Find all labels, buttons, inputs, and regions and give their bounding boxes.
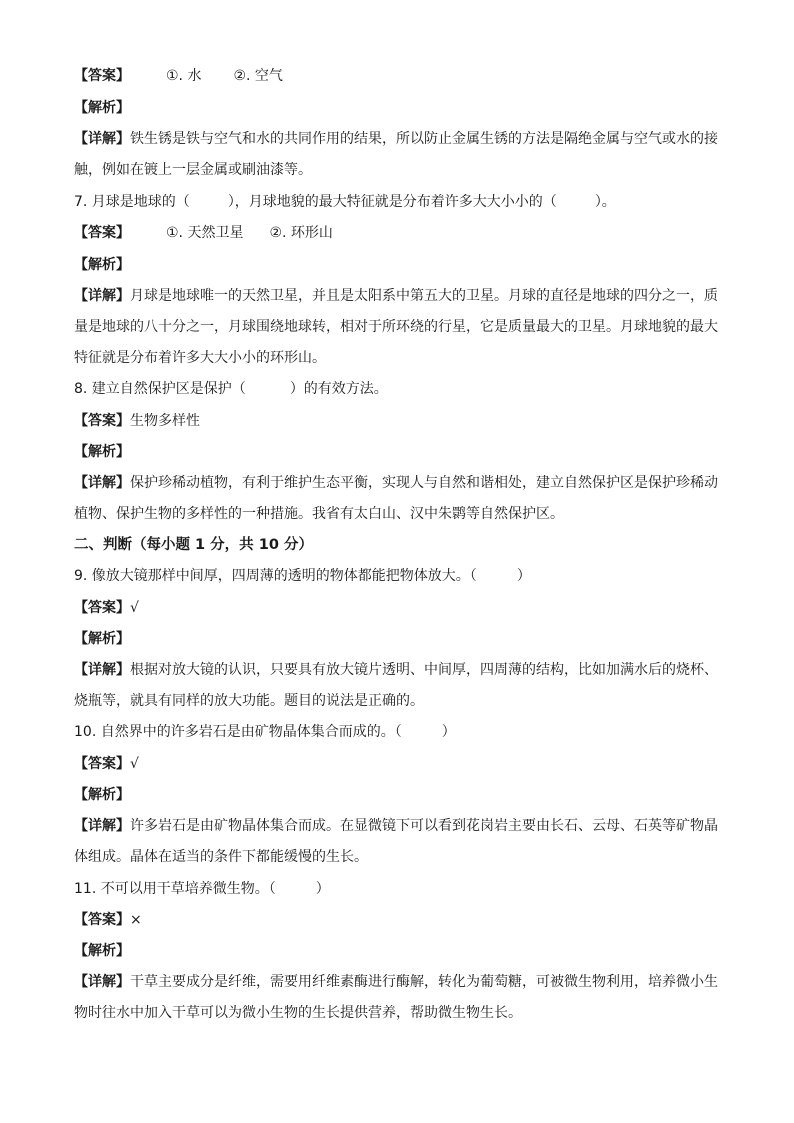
q10-stem: [74, 722, 722, 742]
q7-answer-1: ①. 天然卫星: [166, 225, 244, 241]
q9-detail-line-2: [74, 691, 722, 711]
q9-detail-line-1: [74, 660, 722, 680]
q10-answer: √: [130, 756, 139, 772]
q10-analysis-line: [74, 785, 722, 805]
section-title-judgement: 二、判断（每小题 1 分，共 10 分）: [74, 537, 313, 553]
q6-detail-text-2: 触，例如在镀上一层金属或刷油漆等。: [74, 162, 312, 178]
q7-answer-line: [74, 223, 722, 243]
q8-answer: 生物多样性: [130, 413, 200, 429]
q9-detail-text-2: 烧瓶等，就具有同样的放大功能。题目的说法是正确的。: [74, 693, 424, 709]
q7-detail-text-2: 量是地球的八十分之一，月球围绕地球转，相对于所环绕的行星，它是质量最大的卫星。月球地貌的最大: [74, 319, 718, 335]
q11-stem: [74, 879, 722, 899]
detail-tag: 【详解】: [74, 288, 130, 304]
q8-stem-b: ）的有效方法。: [289, 381, 388, 397]
q11-answer: ×: [130, 912, 142, 928]
q8-detail-line-1: [74, 473, 722, 493]
analysis-tag: 【解析】: [74, 444, 130, 460]
analysis-tag: 【解析】: [74, 100, 130, 116]
q11-detail-text-1: 干草主要成分是纤维，需要用纤维素酶进行酶解，转化为葡萄糖，可被微生物利用，培养微小生: [130, 974, 718, 990]
q9-answer-line: [74, 598, 722, 618]
q11-detail-line-2: [74, 1003, 722, 1023]
q10-detail-text-1: 许多岩石是由矿物晶体集合而成。在显微镜下可以看到花岗岩主要由长石、云母、石英等矿物晶: [130, 818, 718, 834]
q7-detail-line-2: [74, 317, 722, 337]
q8-stem: [74, 379, 722, 399]
answer-tag: 【答案】: [74, 68, 130, 84]
q6-answer-1: ①. 水: [166, 68, 202, 84]
q11-answer-line: [74, 910, 722, 930]
q9-analysis-line: [74, 629, 722, 649]
q7-stem: [74, 192, 722, 212]
q7-stem-b: ），月球地貌的最大特征就是分布着许多大大小小的（: [227, 194, 557, 210]
answer-tag: 【答案】: [74, 225, 130, 241]
q7-detail-text-1: 月球是地球唯一的天然卫星，并且是太阳系中第五大的卫星。月球的直径是地球的四分之一，质: [130, 288, 718, 304]
q8-detail-text-2: 植物、保护生物的多样性的一种措施。我省有太白山、汉中朱鹮等自然保护区。: [74, 506, 564, 522]
detail-tag: 【详解】: [74, 131, 130, 147]
q10-detail-line-2: [74, 847, 722, 867]
detail-tag: 【详解】: [74, 818, 130, 834]
q11-analysis-line: [74, 941, 722, 961]
q10-answer-line: [74, 754, 722, 774]
q7-analysis-line: [74, 255, 722, 275]
analysis-tag: 【解析】: [74, 257, 130, 273]
q8-detail-line-2: [74, 504, 722, 524]
detail-tag: 【详解】: [74, 475, 130, 491]
answer-tag: 【答案】: [74, 756, 130, 772]
q11-detail-line-1: [74, 972, 722, 992]
q8-analysis-line: [74, 442, 722, 462]
q9-stem-a: 9. 像放大镜那样中间厚，四周薄的透明的物体都能把物体放大。（: [74, 568, 477, 584]
q11-stem-b: ）: [315, 881, 330, 897]
q6-detail-line-1: [74, 129, 722, 149]
q7-detail-line-3: [74, 348, 722, 368]
q7-answer-2: ②. 环形山: [269, 225, 333, 241]
detail-tag: 【详解】: [74, 974, 130, 990]
q8-stem-a: 8. 建立自然保护区是保护（: [74, 381, 246, 397]
q10-stem-a: 10. 自然界中的许多岩石是由矿物晶体集合而成的。（: [74, 724, 402, 740]
answer-tag: 【答案】: [74, 413, 130, 429]
q9-answer: √: [130, 600, 139, 616]
answer-tag: 【答案】: [74, 912, 130, 928]
q9-stem: [74, 566, 722, 586]
q9-stem-b: ）: [516, 568, 531, 584]
detail-tag: 【详解】: [74, 662, 130, 678]
q7-stem-a: 7. 月球是地球的（: [74, 194, 190, 210]
q7-stem-c: ）。: [594, 194, 616, 210]
q6-answer-2: ②. 空气: [233, 68, 283, 84]
q8-answer-line: [74, 411, 722, 431]
q11-detail-text-2: 物时往水中加入干草可以为微小生物的生长提供营养，帮助微生物生长。: [74, 1005, 522, 1021]
q6-answer-line: [74, 66, 722, 86]
q6-detail-text-1: 铁生锈是铁与空气和水的共同作用的结果，所以防止金属生锈的方法是隔绝金属与空气或水的接: [130, 131, 718, 147]
analysis-tag: 【解析】: [74, 787, 130, 803]
q10-detail-line-1: [74, 816, 722, 836]
q7-detail-line-1: [74, 286, 722, 306]
q9-detail-text-1: 根据对放大镜的认识，只要具有放大镜片透明、中间厚，四周薄的结构，比如加满水后的烧杯、: [130, 662, 718, 678]
q10-detail-text-2: 体组成。晶体在适当的条件下都能缓慢的生长。: [74, 849, 368, 865]
q7-detail-text-3: 特征就是分布着许多大大小小的环形山。: [74, 350, 326, 366]
q8-detail-text-1: 保护珍稀动植物，有利于维护生态平衡，实现人与自然和谐相处，建立自然保护区是保护珍稀动: [130, 475, 718, 491]
q10-stem-b: ）: [441, 724, 456, 740]
q6-analysis-line: [74, 98, 722, 118]
analysis-tag: 【解析】: [74, 631, 130, 647]
answer-tag: 【答案】: [74, 600, 130, 616]
q11-stem-a: 11. 不可以用干草培养微生物。（: [74, 881, 276, 897]
analysis-tag: 【解析】: [74, 943, 130, 959]
q6-detail-line-2: [74, 160, 722, 180]
